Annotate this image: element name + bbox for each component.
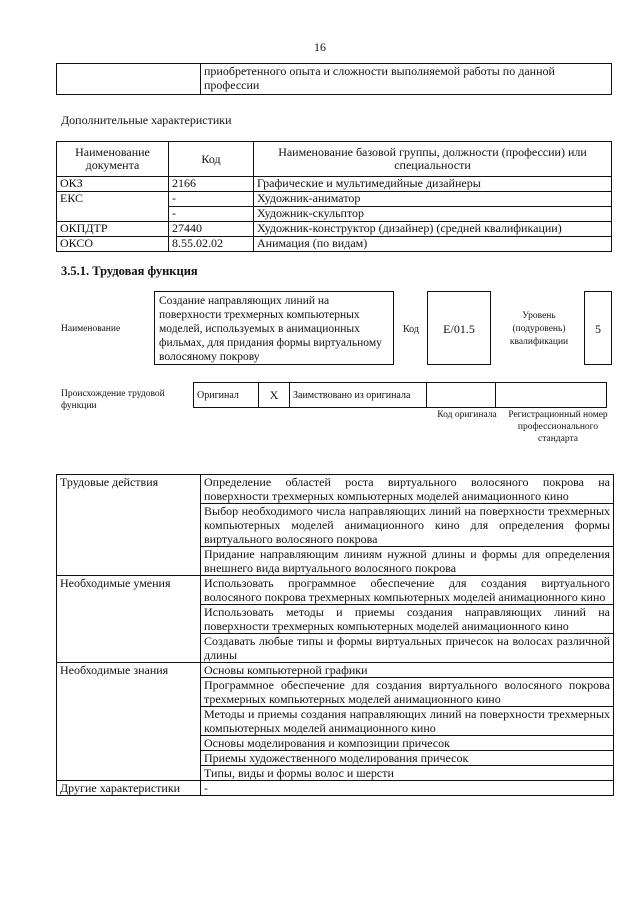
labor-action-item: Определение областей роста виртуального волосяного покрова на поверхности трехмерных компьютерных моделей анимационного кино <box>201 475 614 504</box>
header-code: Код <box>169 142 254 177</box>
table-row <box>57 222 612 237</box>
function-code-label: Код <box>403 324 419 335</box>
labor-action-item: Выбор необходимого числа направляющих линий на поверхности трехмерных компьютерных моделей анимационного кино для определения формы виртуального волосяного покрова <box>201 504 614 547</box>
original-label: Оригинал <box>194 383 259 408</box>
knowledge-item: Приемы художественного моделирования причесок <box>201 751 614 766</box>
labor-action-item: Придание направляющим линиям нужной длины и формы для определения внешнего вида виртуального волосяного покрова <box>201 547 614 576</box>
name-cell: Графические и мультимедийные дизайнеры <box>254 177 612 192</box>
characteristics-table <box>56 141 612 252</box>
function-code-box: E/01.5 <box>427 291 491 365</box>
registration-number-cell <box>496 383 607 408</box>
origin-table <box>193 382 607 408</box>
table-row <box>57 475 614 504</box>
other-characteristics-label: Другие характеристики <box>57 781 201 796</box>
table-row <box>57 663 614 678</box>
qualification-level-box: 5 <box>584 291 612 365</box>
code-cell: - <box>169 192 254 207</box>
header-document: Наименование документа <box>57 142 169 177</box>
knowledge-item: Основы моделирования и композиции причесок <box>201 736 614 751</box>
borrowed-label: Заимствовано из оригинала <box>290 383 427 408</box>
table-row <box>194 383 607 408</box>
labor-actions-label: Трудовые действия <box>57 475 201 576</box>
original-code-cell <box>427 383 496 408</box>
knowledge-item: Программное обеспечение для создания виртуального волосяного покрова трехмерных компьютерных моделей анимационного кино <box>201 678 614 707</box>
doc-cell: ОКСО <box>57 237 169 252</box>
top-table-right-cell: приобретенного опыта и сложности выполняемой работы по данной профессии <box>201 64 612 95</box>
skill-item: Создавать любые типы и формы виртуальных причесок на волосах различной длины <box>201 634 614 663</box>
code-cell: 2166 <box>169 177 254 192</box>
table-row <box>57 237 612 252</box>
function-details-table <box>56 474 614 796</box>
top-continuation-table <box>56 63 612 95</box>
table-row <box>57 576 614 605</box>
skill-item: Использовать методы и приемы создания направляющих линий на поверхности трехмерных компьютерных моделей анимационного кино <box>201 605 614 634</box>
code-cell: - <box>169 207 254 222</box>
name-cell: Художник-скульптор <box>254 207 612 222</box>
doc-cell: ОКЗ <box>57 177 169 192</box>
other-characteristics-value: - <box>201 781 614 796</box>
page-number: 16 <box>314 40 326 54</box>
table-row <box>57 781 614 796</box>
doc-cell: ЕКС <box>57 192 169 222</box>
original-mark: X <box>259 383 290 408</box>
code-cell: 27440 <box>169 222 254 237</box>
name-cell: Анимация (по видам) <box>254 237 612 252</box>
table-row <box>57 192 612 207</box>
name-cell: Художник-конструктор (дизайнер) (средней квалификации) <box>254 222 612 237</box>
registration-number-caption: Регистрационный номер профессионального стандарта <box>508 410 608 444</box>
characteristics-header-row <box>57 142 612 177</box>
additional-characteristics-title: Дополнительные характеристики <box>61 113 232 127</box>
knowledge-item: Типы, виды и формы волос и шерсти <box>201 766 614 781</box>
knowledge-item: Методы и приемы создания направляющих линий на поверхности трехмерных компьютерных моделей анимационного кино <box>201 707 614 736</box>
required-skills-label: Необходимые умения <box>57 576 201 663</box>
function-name-box: Создание направляющих линий на поверхности трехмерных компьютерных моделей, используемых в анимационных фильмах, для придания формы виртуальному волосяному покрову <box>154 291 394 365</box>
table-row <box>57 177 612 192</box>
origin-label: Происхождение трудовой функции <box>61 389 165 411</box>
qualification-level-label: Уровень (подуровень) квалификации <box>509 311 569 347</box>
section-title: 3.5.1. Трудовая функция <box>61 264 198 278</box>
function-name-label: Наименование <box>61 324 121 334</box>
code-cell: 8.55.02.02 <box>169 237 254 252</box>
knowledge-item: Основы компьютерной графики <box>201 663 614 678</box>
header-name: Наименование базовой группы, должности (профессии) или специальности <box>254 142 612 177</box>
skill-item: Использовать программное обеспечение для создания виртуального волосяного покрова трехмерных компьютерных моделей анимационного кино <box>201 576 614 605</box>
table-row <box>57 64 612 95</box>
name-cell: Художник-аниматор <box>254 192 612 207</box>
original-code-caption: Код оригинала <box>437 410 497 420</box>
doc-cell: ОКПДТР <box>57 222 169 237</box>
required-knowledge-label: Необходимые знания <box>57 663 201 781</box>
top-table-left-cell <box>57 64 201 95</box>
